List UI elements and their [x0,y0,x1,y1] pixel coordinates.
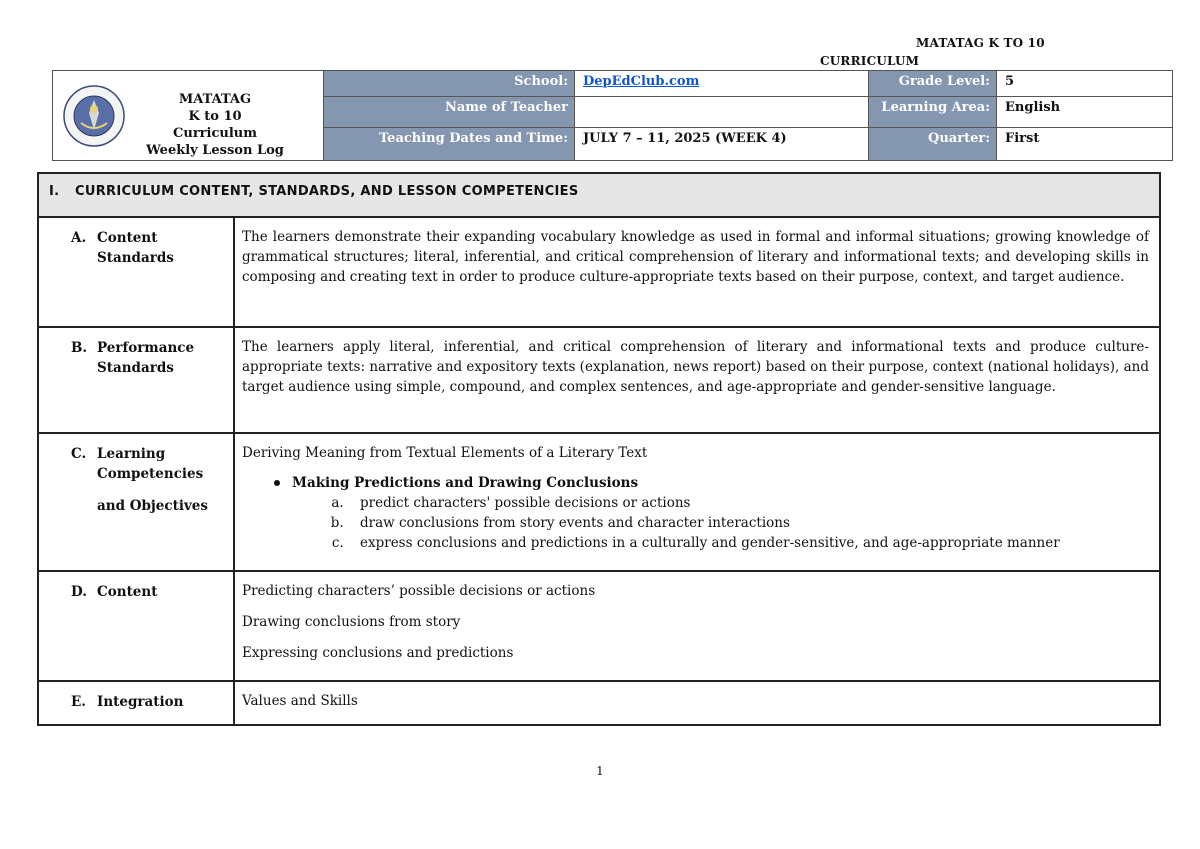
logo-text-line-3: Weekly Lesson Log [146,143,284,158]
content-text [235,572,1159,680]
header-row-teacher [323,97,1172,128]
corner-title-line-1: MATATAG K TO 10 [916,36,1045,50]
row-label [39,682,235,724]
teacher-label: Name of Teacher [324,97,574,127]
row-letter: C. [71,446,87,462]
row-integration [39,682,1159,724]
logo-text-line-1: MATATAG [178,92,252,107]
competency-bullet-text: Making Predictions and Drawing Conclusions [292,475,639,491]
list-item: b. draw conclusions from story events and character interactions [348,513,1149,533]
learning-area-label: Learning Area: [869,97,997,127]
row-performance-standards [39,328,1159,434]
quarter-value: First [1005,131,1040,146]
row-content-standards [39,218,1159,328]
grade-level-value: 5 [1005,74,1015,89]
row-label [39,218,235,326]
row-label-line-1: Content [97,230,158,246]
school-value [574,71,869,96]
competency-bullet [242,473,1149,493]
school-label: School: [324,71,574,96]
row-label-line-1: Learning [97,446,166,462]
competencies-intro: Deriving Meaning from Textual Elements of a Literary Text [242,445,648,461]
curriculum-content-table [37,172,1161,726]
row-letter: B. [71,340,88,356]
row-label-line-2: Standards [97,250,174,266]
content-line: Predicting characters’ possible decisions or actions [242,583,596,599]
row-letter: E. [71,694,86,710]
section-heading [39,174,1159,218]
row-learning-competencies [39,434,1159,572]
row-letter: D. [71,584,87,600]
list-item: c. express conclusions and predictions in a culturally and gender-sensitive, and age-appropriate manner [348,533,1149,553]
row-label-line-1: Performance [97,340,195,356]
deped-seal-icon [63,85,125,147]
content-line: Drawing conclusions from story [242,614,461,630]
list-item: a. predict characters' possible decisions or actions [348,493,1149,513]
row-letter: A. [71,230,87,246]
performance-standards-text: The learners apply literal, inferential, and critical comprehension of literary and informational texts and produce culture-appropriate texts: narrative and expository texts (explanation, news report) based on their purpose, context (national holidays), and target audience using simple, compound, and complex sentences, and age-appropriate and gender-sensitive language. [242,339,1149,395]
row-content [39,572,1159,682]
teaching-dates-label: Teaching Dates and Time: [324,128,574,160]
teaching-dates-value: JULY 7 – 11, 2025 (WEEK 4) [574,128,869,160]
objectives-list [242,493,1149,553]
header-row-dates [323,128,1172,160]
row-label [39,328,235,432]
row-label [39,434,235,570]
section-title: CURRICULUM CONTENT, STANDARDS, AND LESSON COMPETENCIES [75,184,579,199]
teacher-value [574,97,869,127]
corner-title-line-2: CURRICULUM [820,54,920,68]
logo-text-line-2: K to 10 Curriculum [173,109,257,141]
lesson-log-header-table [52,70,1173,161]
logo-cell [53,71,323,160]
header-row-school [323,71,1172,97]
row-label-line-1: Integration [97,694,184,710]
content-line: Expressing conclusions and predictions [242,645,514,661]
quarter-label: Quarter: [869,128,997,160]
document-corner-title [820,36,1140,69]
page-number: 1 [596,764,604,778]
school-link[interactable]: DepEdClub.com [583,74,700,89]
logo-text [145,91,285,159]
section-number: I. [49,184,60,199]
row-label-line-3: and Objectives [97,498,208,514]
integration-text: Values and Skills [242,693,358,709]
competencies-text [235,434,1159,570]
content-standards-text: The learners demonstrate their expanding vocabulary knowledge as used in formal and informal situations; growing knowledge of grammatical structures; literal, inferential, and critical comprehension of literary and informational texts; and developing skills in composing and creating text in order to produce culture-appropriate texts based on their purpose, context, and target audience. [242,229,1149,285]
learning-area-value: English [1005,100,1061,115]
row-label-line-2: Standards [97,360,174,376]
row-label [39,572,235,680]
row-label-line-2: Competencies [97,466,204,482]
row-label-line-1: Content [97,584,158,600]
grade-level-label: Grade Level: [869,71,997,96]
